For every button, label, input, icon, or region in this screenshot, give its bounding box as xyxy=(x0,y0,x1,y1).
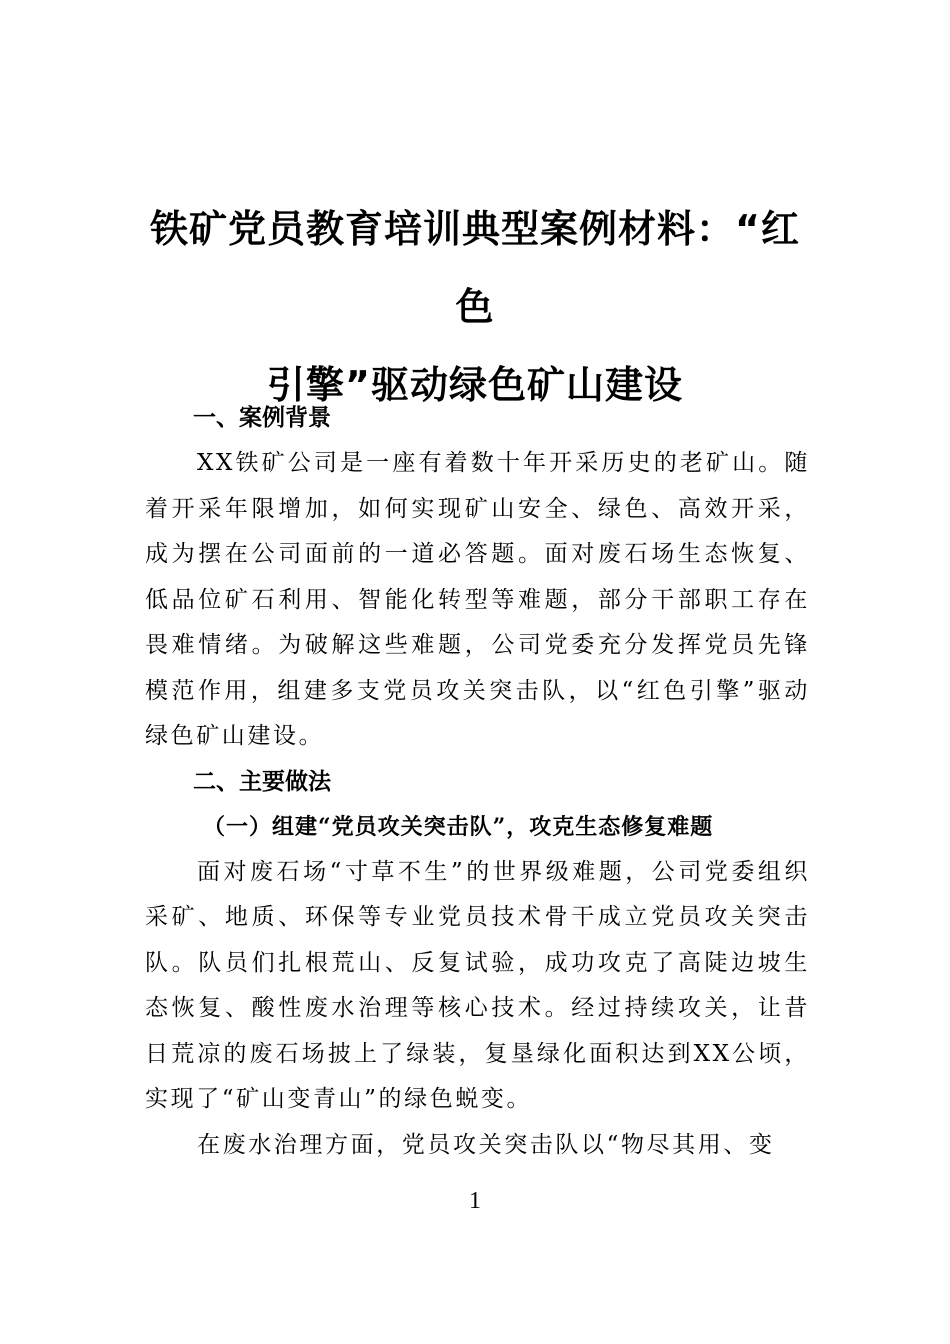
paragraph-wastewater: 在废水治理方面，党员攻关突击队以“物尽其用、变 xyxy=(197,1131,775,1158)
paragraph-ecology: 面对废石场“寸草不生”的世界级难题，公司党委组织采矿、地质、环保等专业党员技术骨干成立党员攻关突击队。队员们扎根荒山、反复试验，成功攻克了高陡边坡生态恢复、酸性废水治理等核心技术。经过持续攻关，让昔日荒凉的废石场披上了绿装，复垦绿化面积达到XX公顷，实现了“矿山变青山”的绿色蜕变。 xyxy=(145,858,810,1112)
page-number: 1 xyxy=(469,1188,481,1214)
title-line-2: 引擎”驱动绿色矿山建设 xyxy=(267,363,683,407)
section-heading-practices: 二、主要做法 xyxy=(193,768,331,795)
document-body xyxy=(145,396,810,1168)
document-title xyxy=(145,190,805,424)
title-line-1: 铁矿党员教育培训典型案例材料：“红色 xyxy=(150,207,800,329)
subsection-heading-1: （一）组建“党员攻关突击队”，攻克生态修复难题 xyxy=(203,813,714,840)
section-heading-background: 一、案例背景 xyxy=(193,405,331,431)
paragraph-background: XX铁矿公司是一座有着数十年开采历史的老矿山。随着开采年限增加，如何实现矿山安全、绿色、高效开采，成为摆在公司面前的一道必答题。面对废石场生态恢复、低品位矿石利用、智能化转型等难题，部分干部职工存在畏难情绪。为破解这些难题，公司党委充分发挥党员先锋模范作用，组建多支党员攻关突击队，以“红色引擎”驱动绿色矿山建设。 xyxy=(145,450,810,749)
